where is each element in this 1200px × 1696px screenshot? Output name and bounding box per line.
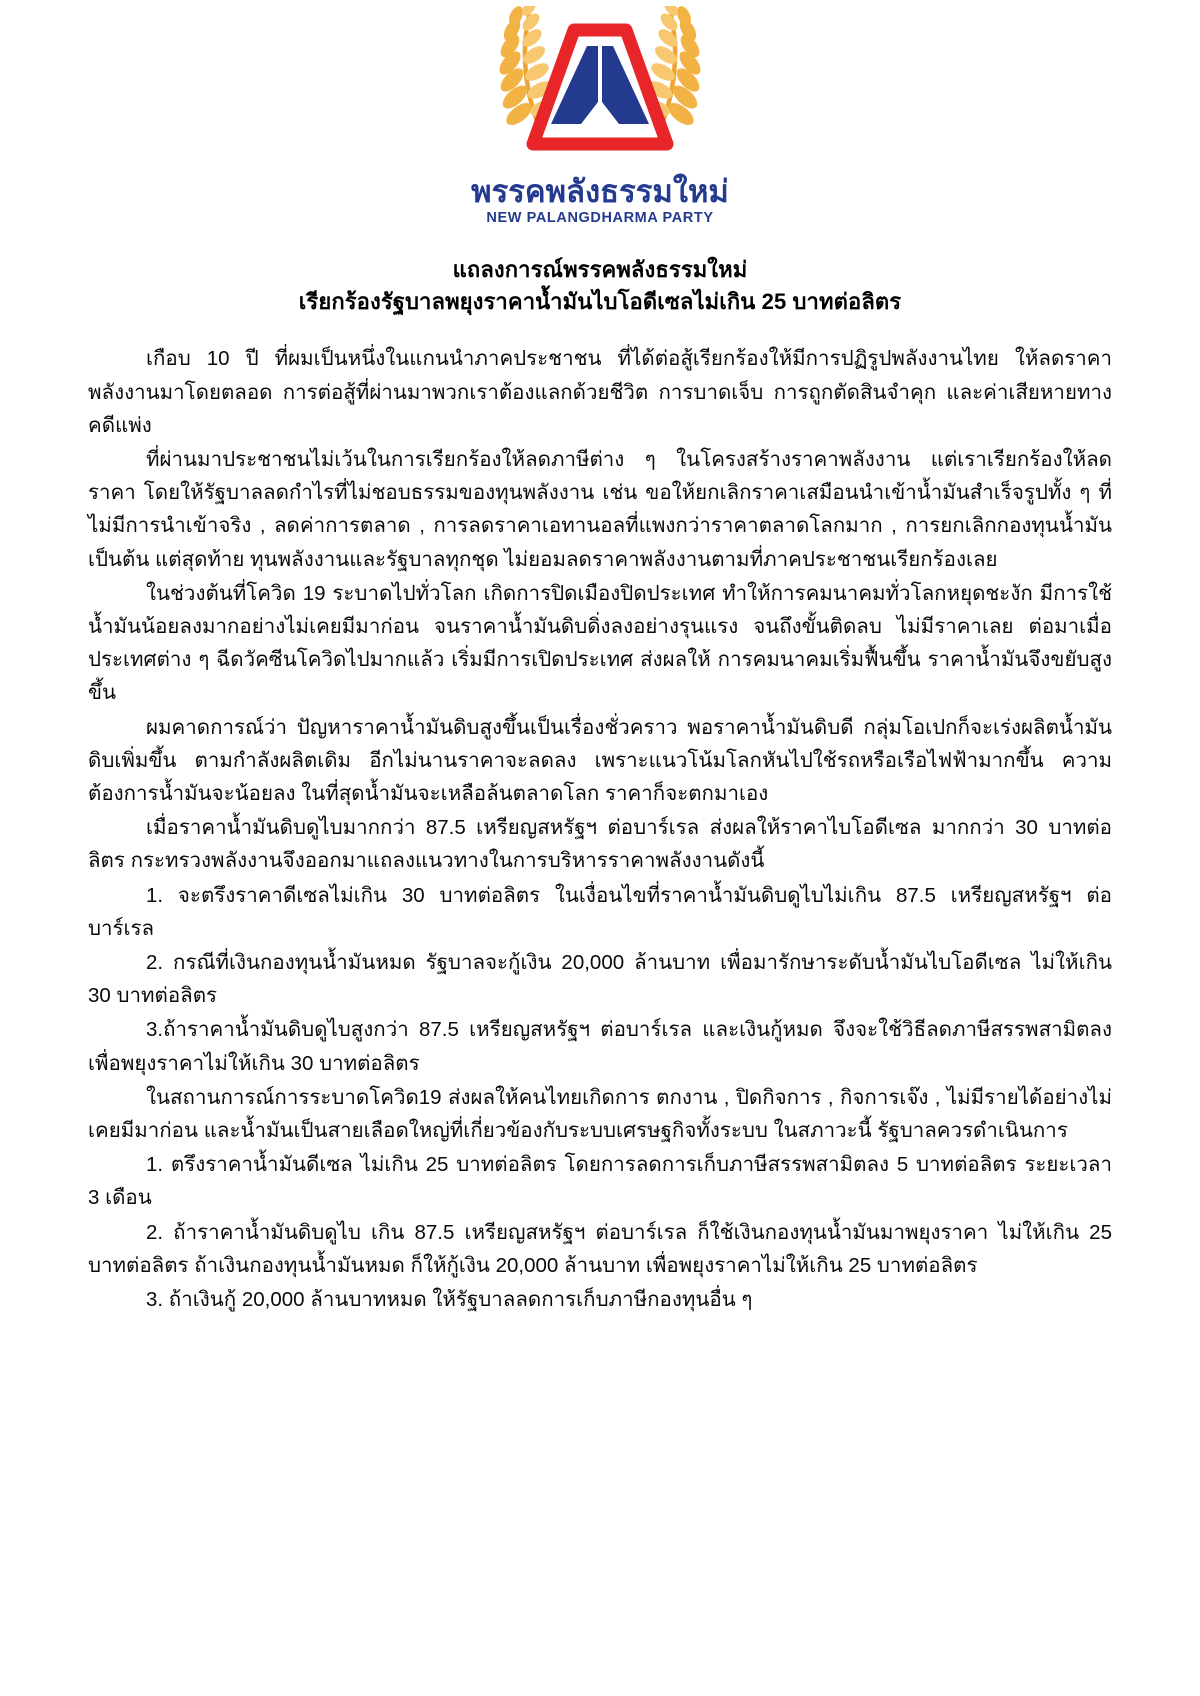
paragraph: ที่ผ่านมาประชาชนไม่เว้นในการเรียกร้องให้ลดภาษีต่าง ๆ ในโครงสร้างราคาพลังงาน แต่เราเรียกร้องให้ลดราคา โดยให้รัฐบาลลดกำไรที่ไม่ชอบธรรมของทุนพลังงาน เช่น ขอให้ยกเลิกราคาเสมือนนำเข้าน้ำมันสำเร็จรูปทั้ง ๆ ที่ไม่มีการนำเข้าจริง , ลดค่าการตลาด , การลดราคาเอทานอลที่แพงกว่าราคาตลาดโลกมาก , การยกเลิกกองทุนน้ำมัน เป็นต้น แต่สุดท้าย ทุนพลังงานและรัฐบาลทุกชุด ไม่ยอมลดราคาพลังงานตามที่ภาคประชาชนเรียกร้องเลย — [88, 447, 1112, 571]
document-body — [88, 342, 1112, 1316]
emblem-red-frame — [533, 30, 667, 144]
paragraph: ในสถานการณ์การระบาดโควิด19 ส่งผลให้คนไทยเกิดการ ตกงาน , ปิดกิจการ , กิจการเจ๊ง , ไม่มีรายได้อย่างไม่เคยมีมาก่อน และน้ำมันเป็นสายเลือดใหญ่ที่เกี่ยวข้องกับระบบเศรษฐกิจทั้งระบบ ในสภาวะนี้ รัฐบาลควรดำเนินการ — [88, 1085, 1112, 1142]
list-item: 2. ถ้าราคาน้ำมันดิบดูไบ เกิน 87.5 เหรียญสหรัฐฯ ต่อบาร์เรล ก็ใช้เงินกองทุนน้ำมันมาพยุงราคา ไม่ให้เกิน 25 บาทต่อลิตร ถ้าเงินกองทุนน้ำมันหมด ก็ให้กู้เงิน 20,000 ล้านบาท เพื่อพยุงราคาไม่ให้เกิน 25 บาทต่อลิตร — [88, 1220, 1112, 1277]
list-item: 3. ถ้าเงินกู้ 20,000 ล้านบาทหมด ให้รัฐบาลลดการเก็บภาษีกองทุนอื่น ๆ — [146, 1288, 753, 1311]
paragraph: เมื่อราคาน้ำมันดิบดูไบมากกว่า 87.5 เหรียญสหรัฐฯ ต่อบาร์เรล ส่งผลให้ราคาไบโอดีเซล มากกว่า 30 บาทต่อลิตร กระทรวงพลังงานจึงออกมาแถลงแนวทางในการบริหารราคาพลังงานดังนี้ — [88, 816, 1112, 873]
logo-party-name-thai: พรรคพลังธรรมใหม่ — [471, 174, 729, 209]
document-heading — [0, 256, 1200, 316]
list-item: 2. กรณีที่เงินกองทุนน้ำมันหมด รัฐบาลจะกู้เงิน 20,000 ล้านบาท เพื่อมารักษาระดับน้ำมันไบโอดีเซล ไม่ให้เกิน 30 บาทต่อลิตร — [88, 950, 1112, 1008]
page-title: แถลงการณ์พรรคพลังธรรมใหม่ — [452, 257, 748, 282]
list-item: 3.ถ้าราคาน้ำมันดิบดูไบสูงกว่า 87.5 เหรียญสหรัฐฯ ต่อบาร์เรล และเงินกู้หมด จึงจะใช้วิธีลดภาษีสรรพสามิตลง เพื่อพยุงราคาไม่ให้เกิน 30 บาทต่อลิตร — [88, 1018, 1112, 1075]
paragraph: เกือบ 10 ปี ที่ผมเป็นหนึ่งในแกนนำภาคประชาชน ที่ได้ต่อสู้เรียกร้องให้มีการปฏิรูปพลังงานไทย ให้ลดราคาพลังงานมาโดยตลอด การต่อสู้ที่ผ่านมาพวกเราต้องแลกด้วยชีวิต การบาดเจ็บ การถูกตัดสินจำคุก และค่าเสียหายทางคดีแพ่ง — [88, 347, 1112, 437]
list-item: 1. จะตรึงราคาดีเซลไม่เกิน 30 บาทต่อลิตร ในเงื่อนไขที่ราคาน้ำมันดิบดูไบไม่เกิน 87.5 เหรียญสหรัฐฯ ต่อบาร์เรล — [88, 883, 1112, 940]
paragraph: ผมคาดการณ์ว่า ปัญหาราคาน้ำมันดิบสูงขึ้นเป็นเรื่องชั่วคราว พอราคาน้ำมันดิบดี กลุ่มโอเปกก็จะเร่งผลิตน้ำมันดิบเพิ่มขึ้น ตามกำลังผลิตเดิม อีกไม่นานราคาจะลดลง เพราะแนวโน้มโลกหันไปใช้รถหรือเรือไฟฟ้ามากขึ้น ความต้องการน้ำมันจะน้อยลง ในที่สุดน้ำมันจะเหลือล้นตลาดโลก ราคาก็จะตกมาเอง — [88, 715, 1112, 805]
party-logo — [435, 6, 765, 234]
list-item: 1. ตรึงราคาน้ำมันดีเซล ไม่เกิน 25 บาทต่อลิตร โดยการลดการเก็บภาษีสรรพสามิตลง 5 บาทต่อลิตร ระยะเวลา 3 เดือน — [88, 1153, 1112, 1210]
party-logo-block — [0, 0, 1200, 234]
logo-party-name-english: NEW PALANGDHARMA PARTY — [486, 210, 714, 226]
paragraph: ในช่วงต้นที่โควิด 19 ระบาดไปทั่วโลก เกิดการปิดเมืองปิดประเทศ ทำให้การคมนาคมทั่วโลกหยุดชะงัก มีการใช้น้ำมันน้อยลงมากอย่างไม่เคยมีมาก่อน จนราคาน้ำมันดิบดิ่งลงอย่างรุนแรง จนถึงขั้นติดลบ ไม่มีราคาเลย ต่อมาเมื่อประเทศต่าง ๆ ฉีดวัคซีนโควิดไปมากแล้ว เริ่มมีการเปิดประเทศ ส่งผลให้ การคมนาคมเริ่มฟื้นขึ้น ราคาน้ำมันจึงขยับสูงขึ้น — [88, 581, 1112, 705]
page-subtitle: เรียกร้องรัฐบาลพยุงราคาน้ำมันไบโอดีเซลไม่เกิน 25 บาทต่อลิตร — [298, 289, 902, 315]
